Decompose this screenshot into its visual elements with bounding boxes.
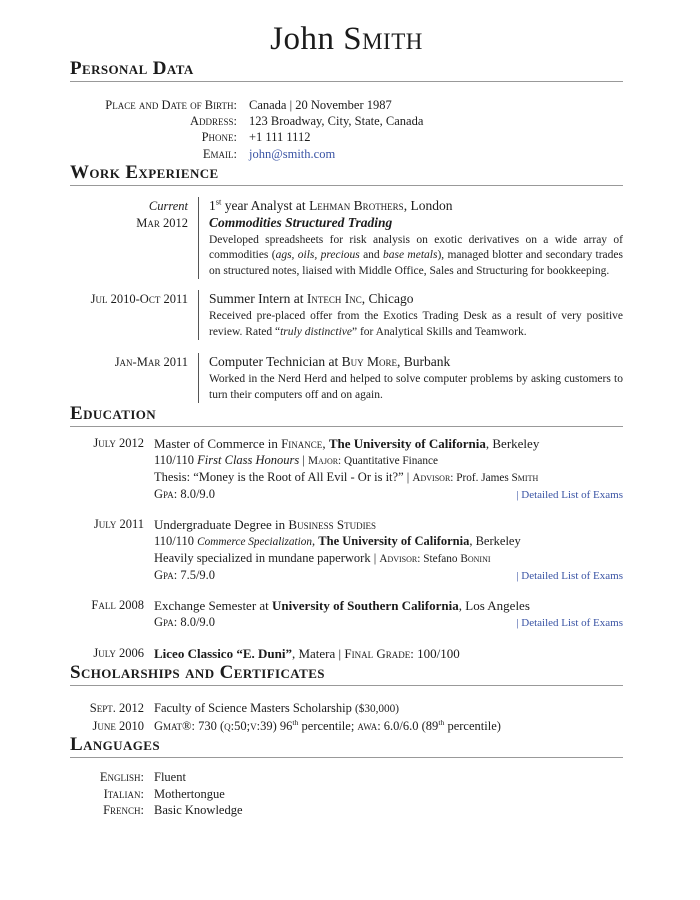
text-segment: Quantitative Finance (344, 455, 439, 468)
education-date: July 2011 (93, 517, 144, 532)
text-segment: Finance (281, 436, 323, 452)
text-segment: Master of Commerce in (154, 436, 282, 452)
section-rule (70, 81, 623, 82)
section-heading-education: Education (70, 403, 157, 425)
text-segment: th (292, 717, 299, 727)
work-date-line (70, 291, 188, 308)
section-work-experience (70, 161, 626, 404)
text-segment: First Class Honours (197, 453, 300, 468)
text-segment: , Berkeley (485, 436, 540, 452)
personal-value: 123 Broadway, City, State, Canada (249, 114, 424, 129)
text-segment: ags, oils, precious (275, 249, 360, 262)
work-body (198, 353, 626, 403)
text-segment: Major: (308, 455, 344, 468)
edu-gpa (154, 486, 215, 502)
section-heading-personal-data: Personal Data (70, 58, 194, 79)
text-segment: q (224, 718, 231, 733)
work-title (209, 197, 623, 214)
scholarship-content (154, 718, 501, 735)
text-segment: Advisor: (379, 553, 424, 566)
text-segment: base metals (383, 249, 438, 262)
edu-gpa-row (154, 486, 623, 503)
section-heading-languages: Languages (70, 734, 160, 756)
section-languages (70, 734, 623, 819)
language-row-english (70, 769, 623, 786)
text-segment: ®: 730 ( (182, 718, 225, 733)
work-date (70, 353, 198, 403)
text-segment: , Matera | (291, 646, 345, 662)
text-segment: :39) 96 (256, 718, 293, 733)
education-line (154, 533, 623, 550)
work-date-line (70, 354, 188, 371)
section-heading-work-experience: Work Experience (70, 161, 219, 183)
text-segment: : 6.0/6.0 (89 (377, 718, 439, 733)
section-personal-data (70, 58, 623, 162)
work-date (70, 290, 198, 340)
text-segment: 110/110 (154, 453, 198, 468)
scholarship-rows (70, 700, 623, 734)
section-heading-scholarships: Scholarships and Certificates (70, 662, 325, 684)
education-line (154, 550, 623, 567)
language-value: Mothertongue (154, 786, 225, 801)
education-line (154, 452, 623, 469)
text-segment: | (299, 453, 309, 468)
education-body (154, 597, 623, 631)
resume-name (70, 20, 623, 58)
language-row-italian (70, 786, 623, 803)
personal-label: Address: (189, 114, 237, 129)
section-rule (70, 757, 623, 758)
text-segment: 110/110 (154, 534, 198, 549)
text-segment: percentile; (298, 718, 358, 733)
text-segment: Gpa: (154, 615, 181, 630)
education-date: Fall 2008 (91, 598, 144, 613)
education-item-undergraduate (70, 516, 623, 584)
text-segment: st (215, 197, 222, 207)
text-segment: percentile) (444, 718, 501, 733)
work-description (209, 309, 626, 340)
text-segment: Gmat (154, 718, 183, 733)
education-date: July 2012 (93, 436, 144, 451)
language-value: Basic Knowledge (154, 803, 243, 818)
detailed-exams-link[interactable]: | Detailed List of Exams (516, 617, 623, 630)
personal-label: Place and Date of Birth: (105, 98, 237, 112)
education-line (154, 469, 623, 486)
section-rule (70, 685, 623, 686)
text-segment: Stefano (423, 553, 461, 566)
edu-gpa-row (154, 614, 623, 631)
personal-data-rows (70, 97, 623, 162)
text-segment: , Berkeley (469, 534, 521, 549)
text-segment: 1 (209, 197, 216, 213)
personal-value: Canada | 20 November 1987 (249, 98, 392, 112)
text-segment: Commodities Structured Trading (209, 214, 393, 230)
personal-row-email (70, 146, 623, 162)
text-segment: Advisor: (412, 472, 457, 485)
scholarship-date: June 2010 (92, 718, 144, 733)
personal-label: Phone: (201, 130, 237, 145)
personal-row-birth (70, 97, 623, 113)
text-segment: Smith (511, 472, 539, 485)
text-segment: Commerce Specialization (197, 536, 313, 549)
education-item-masters (70, 435, 623, 503)
work-item-buy-more (70, 353, 626, 403)
text-segment: Mar 2012 (136, 215, 188, 230)
scholarship-row (70, 718, 623, 735)
text-segment: Prof. James (456, 472, 512, 485)
text-segment: and (359, 249, 384, 262)
language-rows (70, 769, 623, 819)
text-segment: awa (357, 718, 378, 733)
text-segment: Business Studies (288, 517, 377, 533)
text-segment: Exchange Semester at (154, 598, 273, 614)
text-segment: ($30,000) (355, 703, 400, 716)
text-segment: ), managed blotter and secondary trades on structured notes, liaised with Middle Office, Sales and Structuring for bookkeeping. (209, 249, 626, 277)
section-rule (70, 185, 623, 186)
text-segment: Worked in the Nerd Herd and helped to solve computer problems by asking customers to turn their computers off and on again. (209, 373, 626, 401)
language-label: English: (99, 770, 144, 785)
edu-gpa-row (154, 567, 623, 584)
work-title (209, 290, 623, 307)
work-subtitle (209, 214, 623, 231)
education-title (154, 435, 623, 452)
work-date-line (70, 198, 188, 215)
email-link[interactable]: john@smith.com (249, 146, 336, 161)
text-segment: Smith (343, 21, 423, 57)
text-segment: v (250, 718, 257, 733)
text-segment: The University of California (318, 534, 470, 549)
text-segment: Buy More (341, 354, 398, 370)
education-body (154, 645, 623, 662)
work-item-lehman (70, 197, 626, 280)
work-body (198, 197, 626, 280)
education-title (154, 516, 623, 533)
text-segment: 8.0/9.0 (180, 615, 216, 630)
text-segment: 100/100 (417, 646, 460, 662)
personal-value: +1 111 1112 (249, 130, 311, 145)
work-date (70, 197, 198, 280)
detailed-exams-link[interactable]: | Detailed List of Exams (516, 570, 623, 583)
text-segment: , London (403, 197, 453, 213)
language-value: Fluent (154, 770, 186, 785)
text-segment: truly distinctive (280, 325, 352, 338)
text-segment: ” for Analytical Skills and Teamwork. (351, 325, 527, 338)
work-description (209, 372, 626, 403)
text-segment: Developed spreadsheets for risk analysis on exotic derivatives on a wide array of commodities ( (209, 233, 626, 262)
text-segment: , (312, 534, 319, 549)
detailed-exams-link[interactable]: | Detailed List of Exams (516, 489, 623, 502)
text-segment: The University of California (328, 436, 486, 452)
text-segment: Gpa: (154, 487, 181, 502)
text-segment: Jul 2010-Oct 2011 (90, 292, 188, 307)
text-segment: Computer Technician at (209, 354, 342, 370)
education-title (154, 645, 623, 662)
language-label: French: (103, 803, 144, 818)
work-item-intech (70, 290, 626, 340)
education-item-exchange (70, 597, 623, 631)
text-segment: Received pre-placed offer from the Exotics Trading Desk as a result of very positive review. Rated “ (209, 310, 626, 338)
text-segment: Thesis: “Money is the Root of All Evil - Or is it?” | (154, 470, 413, 485)
text-segment: 8.0/9.0 (180, 487, 216, 502)
work-title (209, 353, 623, 370)
text-segment: Summer Intern at (209, 291, 307, 307)
text-segment: John (270, 21, 344, 57)
text-segment: Faculty of Science Masters Scholarship (154, 701, 355, 716)
text-segment: Gpa: (154, 568, 181, 583)
scholarship-row (70, 700, 623, 718)
text-segment: University of Southern California (272, 598, 459, 614)
personal-row-phone (70, 129, 623, 145)
work-date-line (70, 215, 188, 232)
scholarship-content (154, 700, 399, 718)
education-title (154, 597, 623, 614)
education-date: July 2006 (93, 646, 144, 661)
language-row-french (70, 802, 623, 819)
text-segment: Jan-Mar 2011 (114, 355, 188, 370)
work-body (198, 290, 626, 340)
language-label: Italian: (103, 786, 144, 801)
text-segment: , Chicago (361, 291, 414, 307)
text-segment: , Burbank (397, 354, 451, 370)
work-description (209, 233, 626, 280)
text-segment: Liceo Classico “E. Duni” (154, 646, 292, 662)
text-segment: Undergraduate Degree in (154, 517, 289, 533)
text-segment: Heavily specialized in mundane paperwork | (154, 551, 380, 566)
edu-gpa (154, 614, 215, 630)
section-scholarships (70, 662, 623, 734)
personal-row-address (70, 113, 623, 129)
text-segment: 7.5/9.0 (180, 568, 216, 583)
section-rule (70, 426, 623, 427)
education-body (154, 435, 623, 503)
text-segment: Current (148, 198, 188, 213)
edu-gpa (154, 567, 215, 583)
section-education (70, 403, 623, 662)
text-segment: , (322, 436, 329, 452)
education-body (154, 516, 623, 584)
text-segment: year Analyst at (221, 197, 310, 213)
text-segment: th (438, 717, 445, 727)
text-segment: Intech Inc (306, 291, 362, 307)
personal-label: Email: (202, 146, 237, 161)
text-segment: Final Grade: (344, 646, 418, 662)
text-segment: :50; (230, 718, 251, 733)
text-segment: Lehman Brothers (309, 197, 404, 213)
scholarship-date: Sept. 2012 (89, 701, 144, 716)
text-segment: Bonini (460, 553, 491, 566)
education-item-liceo (70, 645, 623, 662)
text-segment: , Los Angeles (458, 598, 530, 614)
